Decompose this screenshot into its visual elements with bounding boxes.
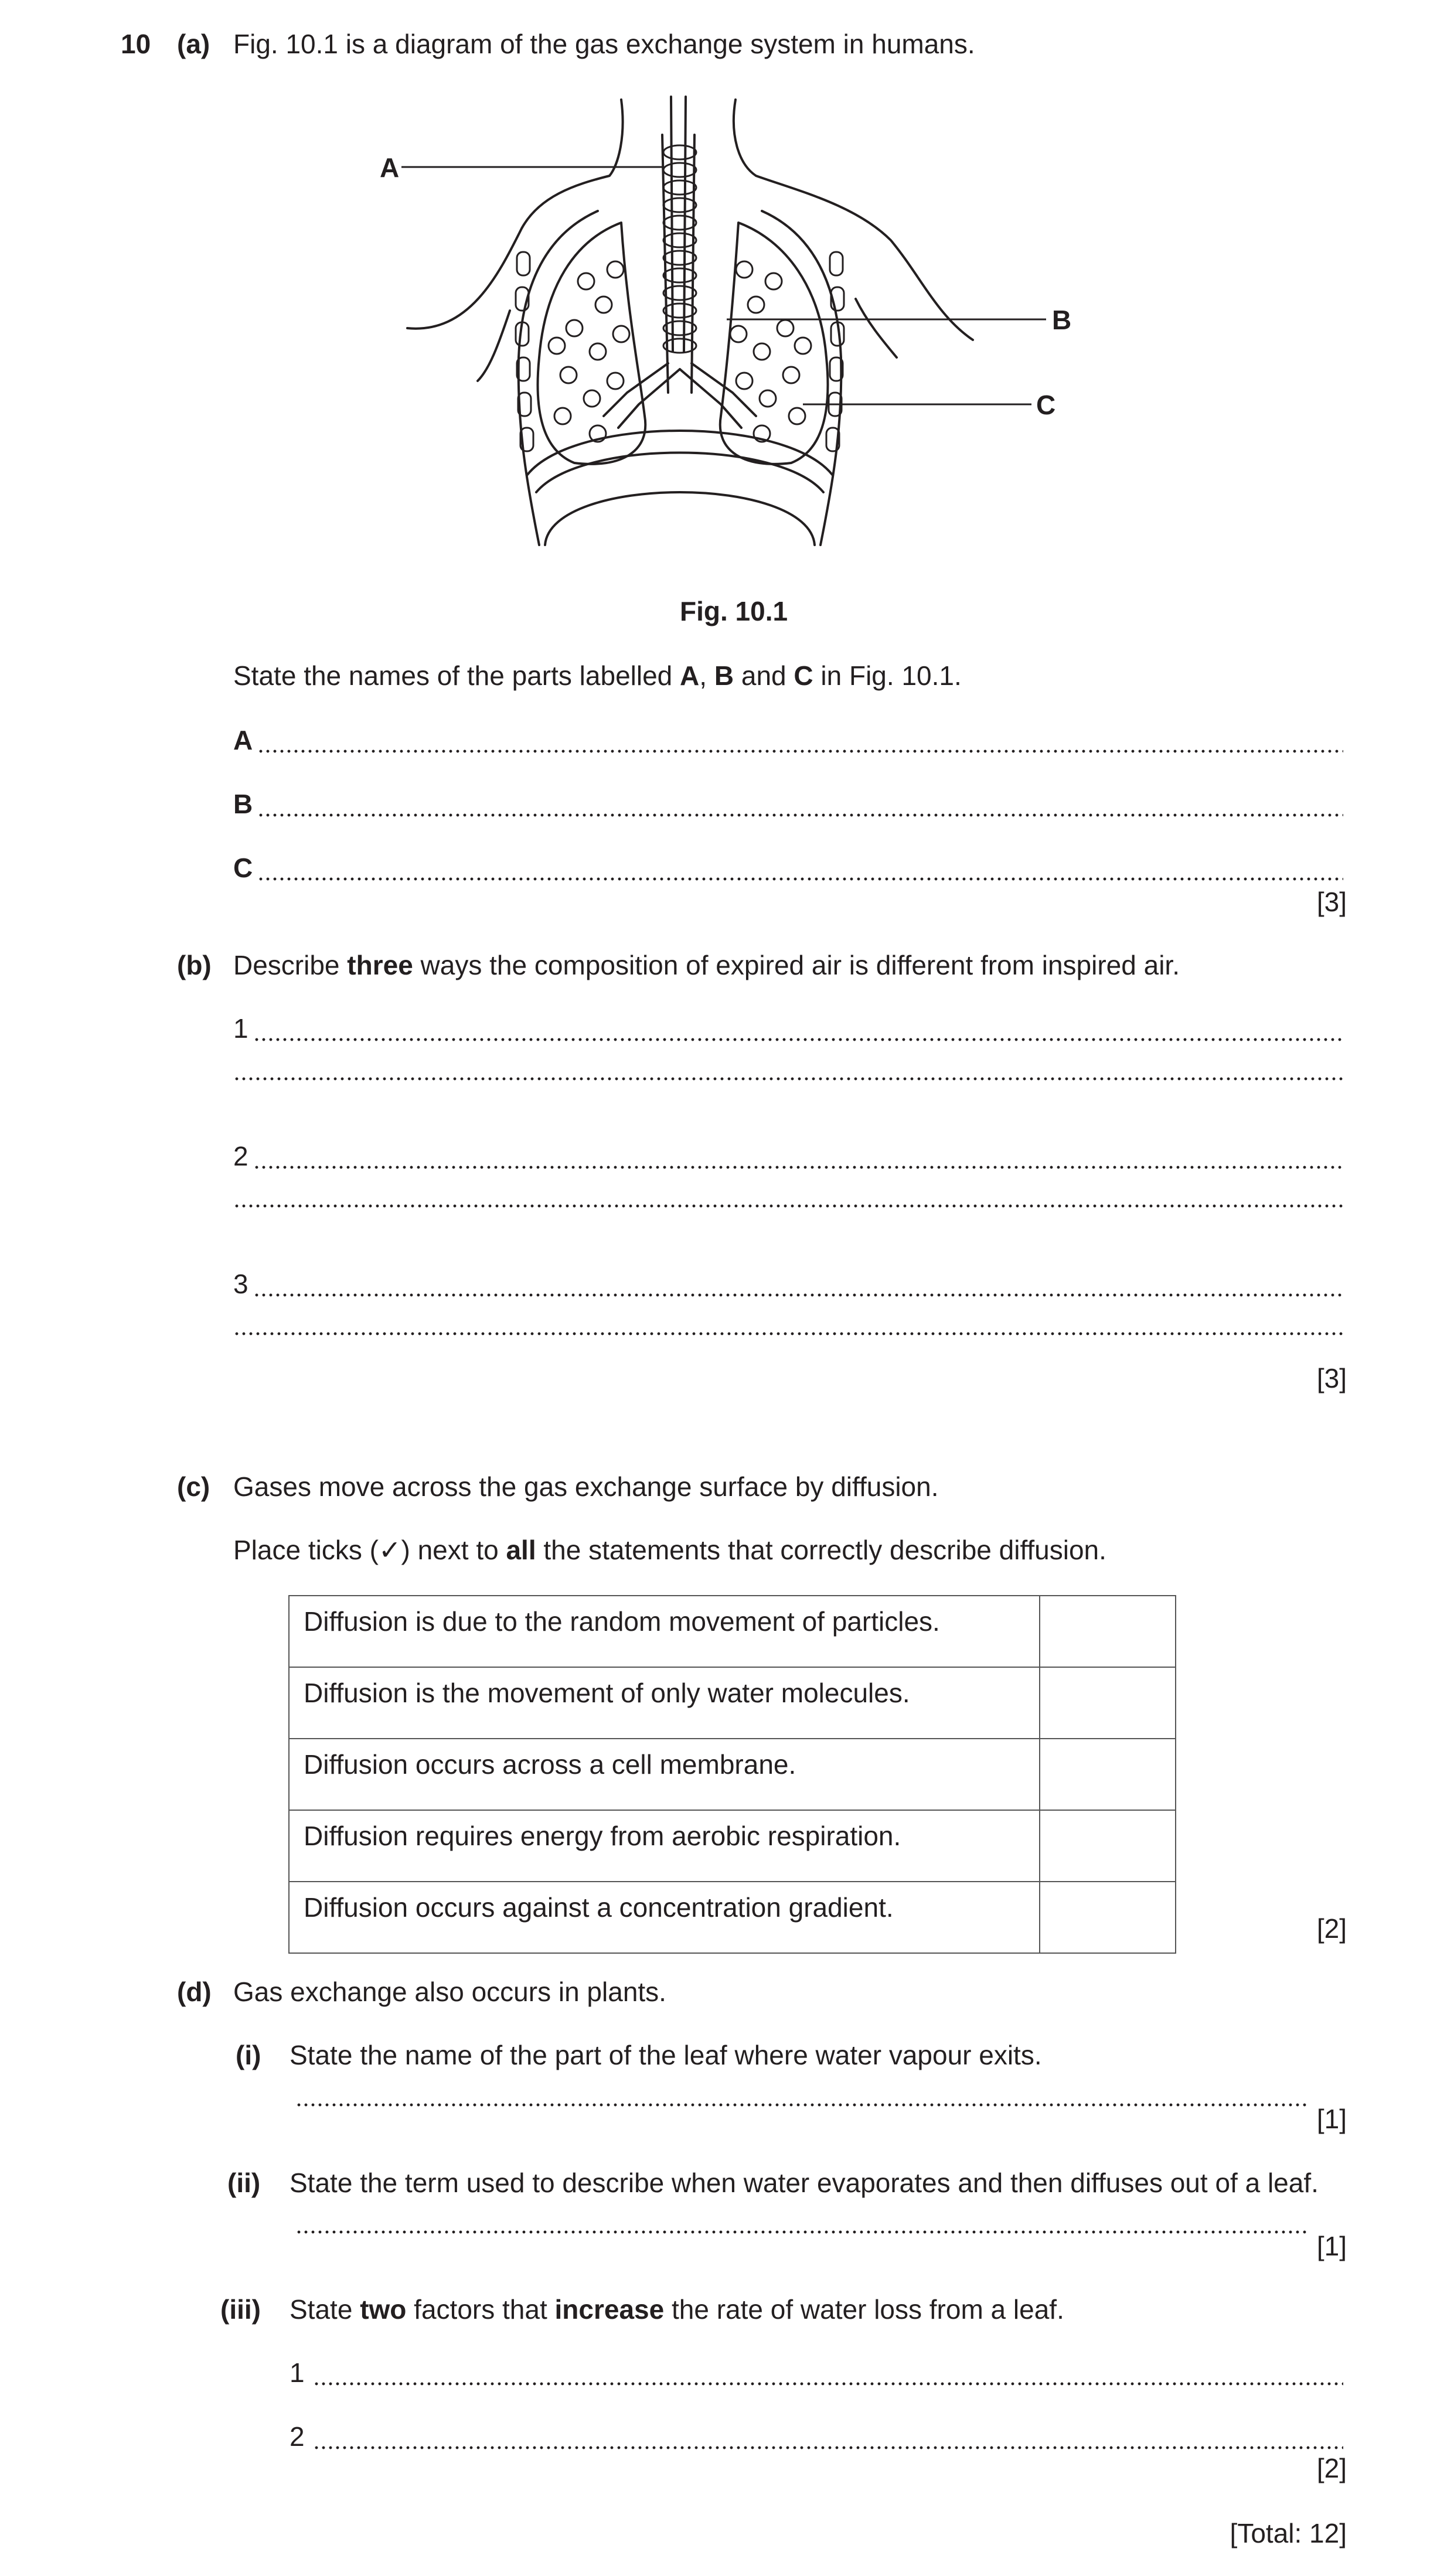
part-c-instruction: Place ticks (✓) next to all the statements that correctly describe diffusion.	[233, 1535, 1106, 1565]
label-c: C	[1036, 390, 1056, 420]
statement-cell: Diffusion is due to the random movement of particles.	[289, 1596, 1040, 1667]
part-d-iii-label: (iii)	[220, 2294, 261, 2325]
tick-box[interactable]	[1040, 1596, 1176, 1667]
part-b-answer-2[interactable]: 2	[233, 1140, 1343, 1173]
part-a-marks: [3]	[1316, 887, 1347, 917]
part-d-ii-label: (ii)	[227, 2168, 261, 2198]
statement-cell: Diffusion is the movement of only water molecules.	[289, 1667, 1040, 1739]
statement-cell: Diffusion occurs against a concentration gradient.	[289, 1882, 1040, 1953]
question-total: [Total: 12]	[1230, 2518, 1347, 2548]
part-d-iii-marks: [2]	[1316, 2453, 1347, 2483]
statement-cell: Diffusion occurs across a cell membrane.	[289, 1739, 1040, 1810]
part-d-i-answer[interactable]	[290, 2103, 1306, 2110]
tick-box[interactable]	[1040, 1882, 1176, 1953]
part-d-i-text: State the name of the part of the leaf where water vapour exits.	[290, 2040, 1042, 2070]
question-number: 10	[121, 29, 151, 59]
part-b-label: (b)	[177, 950, 212, 980]
part-c-intro: Gases move across the gas exchange surface by diffusion.	[233, 1471, 939, 1502]
part-a-instruction: State the names of the parts labelled A, B and C in Fig. 10.1.	[233, 660, 962, 691]
answer-line-c[interactable]: C	[233, 852, 1343, 884]
label-a: A	[380, 152, 400, 183]
answer-line-a[interactable]: A	[233, 724, 1343, 757]
part-d-ii-text: State the term used to describe when water evaporates and then diffuses out of a leaf.	[290, 2168, 1319, 2198]
part-b-answer-1[interactable]: 1	[233, 1013, 1343, 1045]
part-b-text: Describe three ways the composition of expired air is different from inspired air.	[233, 950, 1180, 980]
gas-exchange-diagram	[352, 88, 1114, 557]
table-row	[289, 1882, 1176, 1953]
tick-box[interactable]	[1040, 1810, 1176, 1882]
table-row	[289, 1667, 1176, 1739]
answer-line-b[interactable]: B	[233, 788, 1343, 820]
statement-cell: Diffusion requires energy from aerobic respiration.	[289, 1810, 1040, 1882]
diffusion-statements-table	[288, 1595, 1176, 1954]
tick-box[interactable]	[1040, 1739, 1176, 1810]
part-d-iii-answer-2[interactable]: 2	[290, 2421, 1343, 2453]
part-d-ii-marks: [1]	[1316, 2231, 1347, 2261]
part-a-label: (a)	[177, 29, 210, 59]
part-d-label: (d)	[177, 1977, 212, 2007]
part-d-intro: Gas exchange also occurs in plants.	[233, 1977, 666, 2007]
part-d-i-marks: [1]	[1316, 2104, 1347, 2134]
part-c-marks: [2]	[1316, 1913, 1347, 1944]
part-c-label: (c)	[177, 1471, 210, 1502]
table-row	[289, 1810, 1176, 1882]
part-b-answer-3[interactable]: 3	[233, 1268, 1343, 1300]
part-b-answer-3-cont[interactable]	[233, 1332, 1343, 1339]
figure-caption: Fig. 10.1	[680, 596, 788, 626]
part-d-iii-answer-1[interactable]: 1	[290, 2357, 1343, 2389]
part-b-marks: [3]	[1316, 1363, 1347, 1393]
part-d-ii-answer[interactable]	[290, 2230, 1306, 2237]
label-b: B	[1052, 305, 1072, 335]
part-d-i-label: (i)	[236, 2040, 261, 2070]
part-b-answer-1-cont[interactable]	[233, 1077, 1343, 1084]
part-a-intro: Fig. 10.1 is a diagram of the gas exchange system in humans.	[233, 29, 975, 59]
tick-box[interactable]	[1040, 1667, 1176, 1739]
part-b-answer-2-cont[interactable]	[233, 1204, 1343, 1211]
part-d-iii-text: State two factors that increase the rate of water loss from a leaf.	[290, 2294, 1064, 2325]
table-row	[289, 1739, 1176, 1810]
table-row	[289, 1596, 1176, 1667]
